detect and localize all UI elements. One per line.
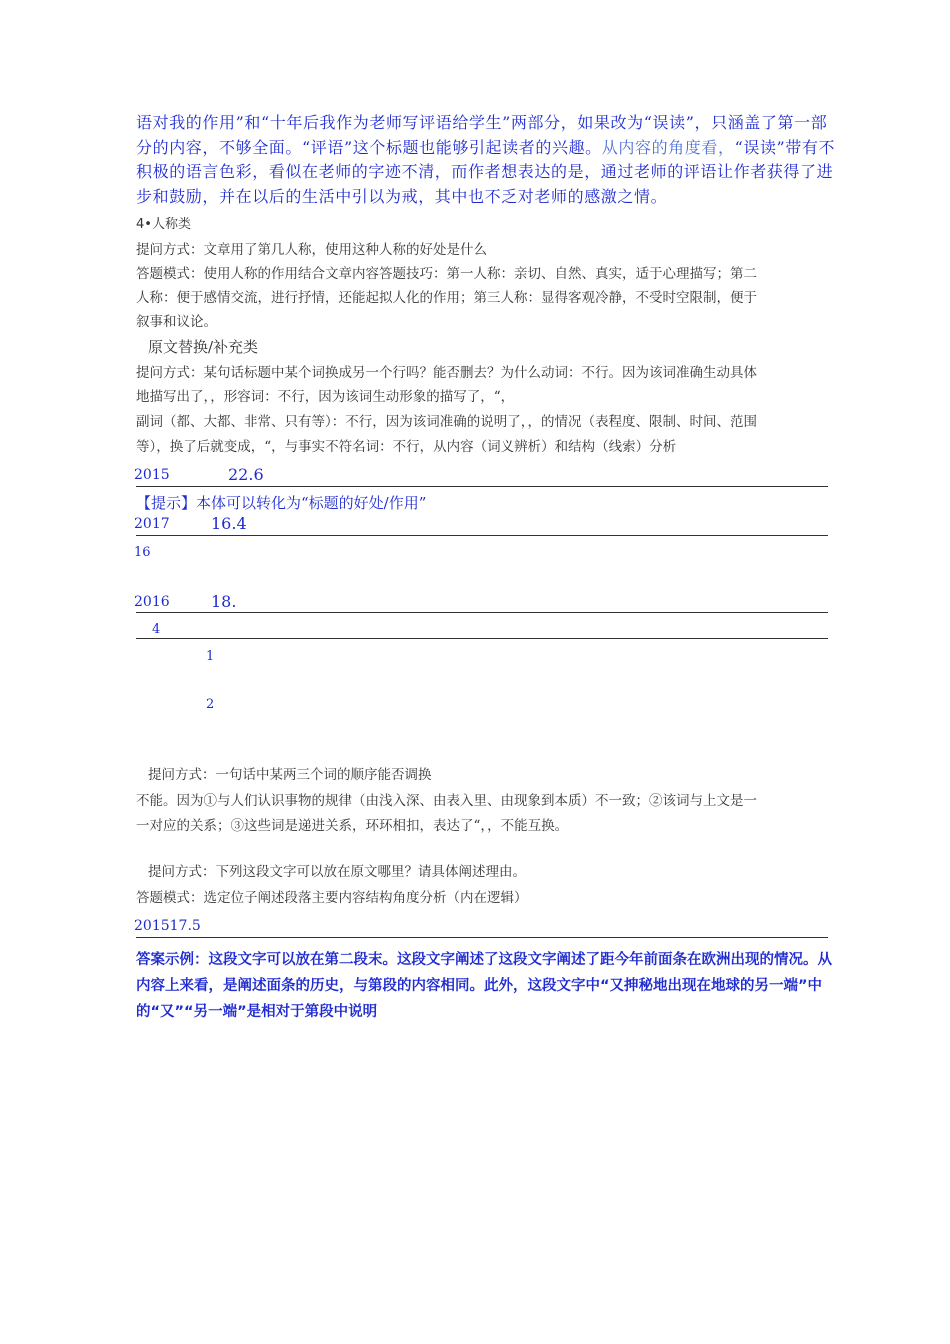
sec7-question: 提问方式：下列这段文字可以放在原文哪里？请具体阐述理由。 [148, 864, 526, 880]
sec5-line3: 副词（都、大都、非常、只有等）：不行，因为该词准确的说明了，，的情况（表程度、限制、时间、范围 [136, 414, 757, 430]
sec6-answer-line1: 不能。因为①与人们认识事物的规律（由浅入深、由表入里、由现象到本质）不一致；②该词与上文是一 [136, 793, 757, 809]
ref-2015-17-5: 201517.5 [134, 918, 201, 934]
divider [136, 612, 828, 613]
sec6-question: 提问方式：一句话中某两三个词的顺序能否调换 [148, 767, 432, 783]
ref-num-2016: 18. [211, 592, 237, 611]
sec4-question: 提问方式：文章用了第几人称，使用这种人称的好处是什么 [136, 242, 487, 258]
answer-text-1: 语对我的作用”和“十年后我作为老师写评语给学生”两部分，如果改为“误读”，只涵盖了第一部分的内容，不够全面。“评语”这个标题也能够引起读者的兴趣。 [136, 113, 828, 157]
answer-text-2: 从内容的角度看， [601, 137, 735, 157]
sec4-answer-line3: 叙事和议论。 [136, 314, 217, 330]
divider [136, 937, 828, 938]
sec4-answer-line2: 人称：便于感情交流，进行抒情，还能起拟人化的作用；第三人称：显得客观冷静，不受时空限制，便于 [136, 290, 757, 306]
ref-year-2017: 2017 [134, 516, 170, 532]
sec6-answer-line2: 一对应的关系；③这些词是递进关系，环环相扣，表达了“，，不能互换。 [136, 818, 569, 834]
sec5-line4: 等），换了后就变成，“，与事实不符名词：不行，从内容（词义辨析）和结构（线索）分析 [136, 439, 677, 455]
ref-year-2016: 2016 [134, 594, 170, 610]
ref-num-2017: 16.4 [211, 514, 247, 533]
ref-year-2015: 2015 [134, 467, 170, 483]
divider [136, 486, 828, 487]
sec4-answer-line1: 答题模式：使用人称的作用结合文章内容答题技巧：第一人称：亲切、自然、真实，适于心理描写；第二 [136, 266, 757, 282]
answer-text-3: “误读”带有不积极的语言色彩，看似在老师的字迹不清，而作者想表达的是，通过老师的评语让作者获得了进步和鼓励，并在以后的生活中引以为戒，其中也不乏对老师的感激之情。 [136, 137, 836, 206]
ref-num-2: 2 [206, 697, 215, 712]
answer-example: 答案示例：这段文字可以放在第二段末。这段文字阐述了这段文字阐述了距今年前面条在欧洲出现的情况。从内容上来看，是阐述面条的历史，与第段的内容相同。此外，这段文字中“又抻秘地出现在地球的另一端”中的“又”“另一端”是相对于第段中说明 [136, 952, 832, 1020]
divider [136, 535, 828, 536]
sec5-line1: 提问方式：某句话标题中某个词换成另一个行吗？能否删去？为什么动词：不行。因为该词准确生动具体 [136, 365, 757, 381]
divider [136, 638, 828, 639]
ref-num-4: 4 [152, 622, 161, 637]
sec5-line2: 地描写出了，，形容词：不行，因为该词生动形象的描写了，“， [136, 389, 515, 405]
ref-num-2015: 22.6 [228, 465, 264, 484]
ref-num-16: 16 [134, 545, 151, 560]
ref-num-1: 1 [206, 649, 215, 664]
answer-paragraph [136, 111, 836, 209]
hint-text: 【提示】本体可以转化为“标题的好处/作用” [136, 494, 427, 512]
section-title-person: 4•人称类 [136, 217, 191, 232]
sec7-answer-mode: 答题模式：选定位子阐述段落主要内容结构角度分析（内在逻辑） [136, 890, 528, 906]
section-title-replace: 原文替换/补充类 [148, 338, 259, 356]
